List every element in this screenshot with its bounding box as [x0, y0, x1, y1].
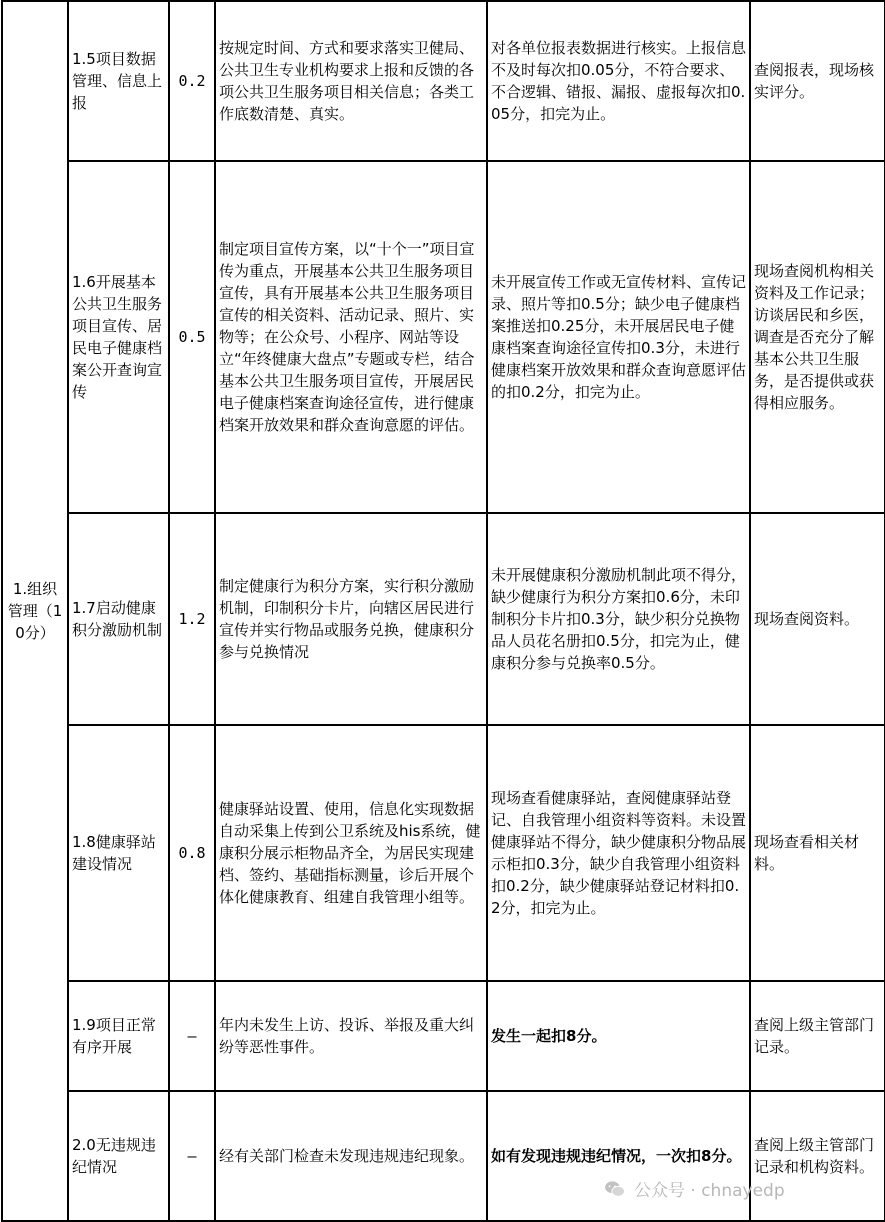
item-method: 查阅报表，现场核实评分。 — [750, 1, 885, 161]
table-row — [2, 161, 885, 513]
item-name: 1.7启动健康积分激励机制 — [68, 513, 169, 725]
item-standard: 如有发现违规违纪情况，一次扣8分。 — [487, 1091, 750, 1221]
item-score: 0.5 — [169, 161, 215, 513]
evaluation-table — [1, 0, 885, 1222]
item-score: 1.2 — [169, 513, 215, 725]
table-row — [2, 1091, 885, 1221]
item-name: 1.6开展基本公共卫生服务项目宣传、居民电子健康档案公开查询宣传 — [68, 161, 169, 513]
item-standard: 未开展宣传工作或无宣传材料、宣传记录、照片等扣0.5分；缺少电子健康档案推送扣0.25分，未开展居民电子健康档案查询途径宣传扣0.3分，未进行健康档案开放效果和群众查询意愿评估的扣0.2分，扣完为止。 — [487, 161, 750, 513]
item-score: — — [169, 1091, 215, 1221]
item-standard: 现场查看健康驿站，查阅健康驿站登记、自我管理小组资料等资料。未设置健康驿站不得分，缺少健康积分物品展示柜扣0.3分，缺少自我管理小组资料扣0.2分，缺少健康驿站登记材料扣0.2分，扣完为止。 — [487, 725, 750, 981]
item-name: 1.8健康驿站建设情况 — [68, 725, 169, 981]
item-method: 查阅上级主管部门记录和机构资料。 — [750, 1091, 885, 1221]
item-name: 2.0无违规违纪情况 — [68, 1091, 169, 1221]
item-score: 0.8 — [169, 725, 215, 981]
category-cell — [2, 1, 68, 1221]
item-standard: 对各单位报表数据进行核实。上报信息不及时每次扣0.05分，不符合要求、不合逻辑、错报、漏报、虚报每次扣0.05分，扣完为止。 — [487, 1, 750, 161]
item-content: 年内未发生上访、投诉、举报及重大纠纷等恶性事件。 — [215, 981, 487, 1091]
watermark — [604, 1176, 785, 1201]
table-row — [2, 1, 885, 161]
item-method: 现场查阅资料。 — [750, 513, 885, 725]
item-content: 健康驿站设置、使用，信息化实现数据自动采集上传到公卫系统及his系统，健康积分展示柜物品齐全，为居民实现建档、签约、基础指标测量，诊后开展个体化健康教育、组建自我管理小组等。 — [215, 725, 487, 981]
item-method: 查阅上级主管部门记录。 — [750, 981, 885, 1091]
item-standard: 未开展健康积分激励机制此项不得分，缺少健康行为积分方案扣0.6分，未印制积分卡片扣0.3分，缺少积分兑换物品人员花名册扣0.5分，扣完为止，健康积分参与兑换率0.5分。 — [487, 513, 750, 725]
watermark-text: 公众号 · chnayedp — [634, 1181, 785, 1201]
item-name: 1.5项目数据管理、信息上报 — [68, 1, 169, 161]
item-method: 现场查阅机构相关资料及工作记录；访谈居民和乡医，调查是否充分了解基本公共卫生服务，是否提供或获得相应服务。 — [750, 161, 885, 513]
table-row — [2, 513, 885, 725]
item-score: — — [169, 981, 215, 1091]
category-label: 1.组织管理（10分） — [7, 580, 63, 642]
item-name: 1.9项目正常有序开展 — [68, 981, 169, 1091]
table-row — [2, 981, 885, 1091]
item-score: 0.2 — [169, 1, 215, 161]
item-content: 经有关部门检查未发现违规违纪现象。 — [215, 1091, 487, 1221]
item-standard: 发生一起扣8分。 — [487, 981, 750, 1091]
item-content: 按规定时间、方式和要求落实卫健局、公共卫生专业机构要求上报和反馈的各项公共卫生服务项目相关信息；各类工作底数清楚、真实。 — [215, 1, 487, 161]
wechat-icon — [604, 1180, 626, 1198]
item-content: 制定项目宣传方案，以“十个一”项目宣传为重点，开展基本公共卫生服务项目宣传，具有开展基本公共卫生服务项目宣传的相关资料、活动记录、照片、实物等；在公众号、小程序、网站等设立“年终健康大盘点”专题或专栏，结合基本公共卫生服务项目宣传，开展居民电子健康档案查询途径宣传，进行健康档案开放效果和群众查询意愿的评估。 — [215, 161, 487, 513]
item-content: 制定健康行为积分方案，实行积分激励机制，印制积分卡片，向辖区居民进行宣传并实行物品或服务兑换，健康积分参与兑换情况 — [215, 513, 487, 725]
table-row — [2, 725, 885, 981]
item-method: 现场查看相关材料。 — [750, 725, 885, 981]
